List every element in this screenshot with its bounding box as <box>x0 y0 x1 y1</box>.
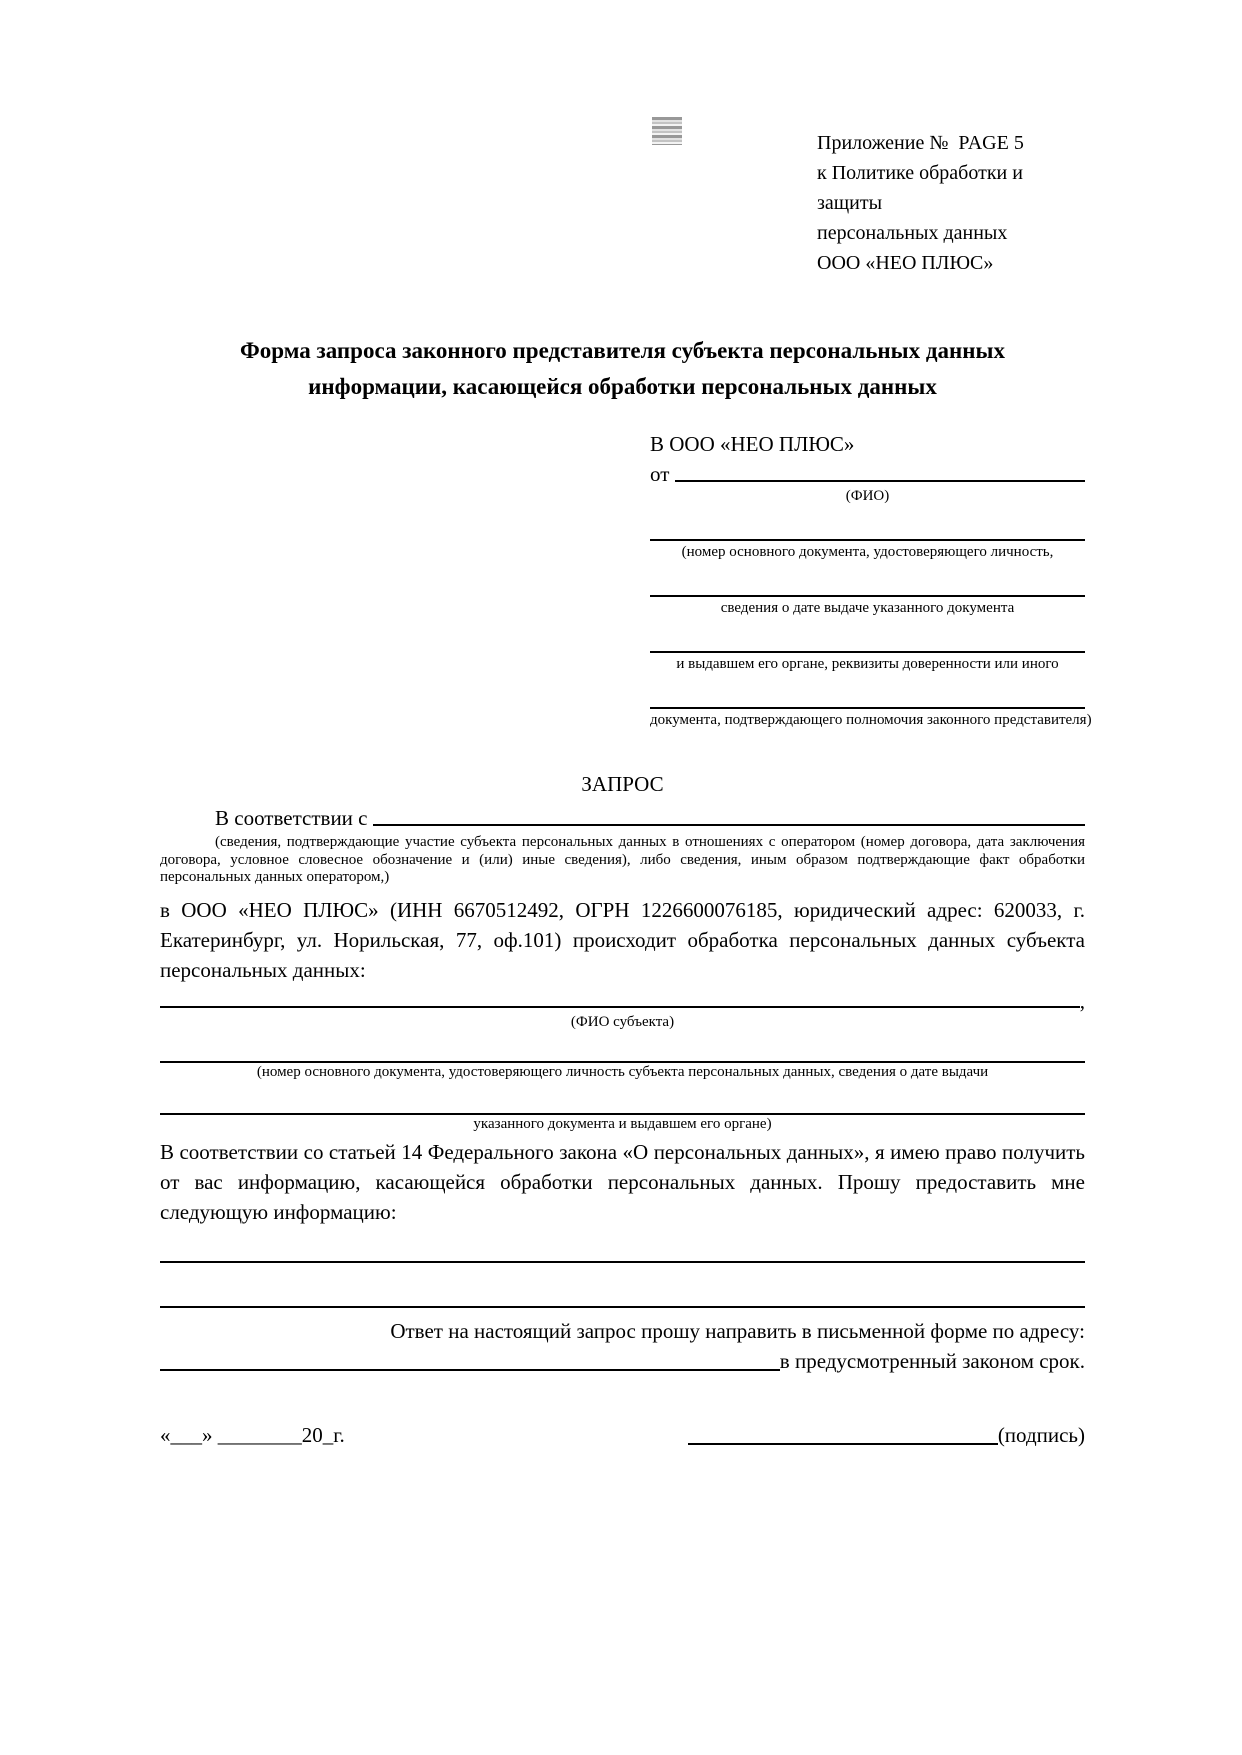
fio-caption: (ФИО) <box>845 488 890 504</box>
issue-date-caption: сведения о дате выдаче указанного документа <box>720 600 1015 616</box>
information-blank-line-2[interactable] <box>160 1263 1085 1308</box>
embedded-object-icon <box>652 117 682 145</box>
authority-document-field-line[interactable] <box>650 677 1085 709</box>
subject-fio-caption: (ФИО субъекта) <box>570 1013 675 1030</box>
signature-field-line[interactable] <box>688 1420 998 1445</box>
subject-document-field-line[interactable] <box>160 1035 1085 1063</box>
form-title-line2: информации, касающейся обработки персональных данных <box>308 374 937 399</box>
appendix-note <box>817 0 1085 278</box>
appendix-line: Приложение № PAGE 5 <box>817 132 1024 154</box>
form-title <box>160 333 1085 405</box>
operator-paragraph: в ООО «НЕО ПЛЮС» (ИНН 6670512492, ОГРН 1226600076185, юридический адрес: 620033, г. Екатеринбург, ул. Норильская, 77, оф.101) происходит обработка персональных данных субъекта персональных данных: <box>160 897 1085 982</box>
date-field[interactable]: «___» ________20_г. <box>160 1422 345 1447</box>
subject-document-caption: (номер основного документа, удостоверяющего личность субъекта персональных данных, сведения о дате выдачи <box>256 1063 989 1080</box>
from-label: от <box>650 462 670 486</box>
form-title-line1: Форма запроса законного представителя субъекта персональных данных <box>240 338 1005 363</box>
subject-fio-field-line[interactable] <box>160 989 1080 1008</box>
signature-caption: (подпись) <box>997 1422 1085 1447</box>
document-number-field-line[interactable] <box>650 509 1085 541</box>
issuing-authority-field-line[interactable] <box>650 621 1085 653</box>
subject-authority-caption: указанного документа и выдавшем его органе) <box>473 1115 772 1132</box>
document-number-caption: (номер основного документа, удостоверяющего личность, <box>681 544 1054 560</box>
subject-authority-field-line[interactable] <box>160 1085 1085 1115</box>
authority-document-caption: документа, подтверждающего полномочия законного представителя) <box>650 712 1092 728</box>
addressee-to: В ООО «НЕО ПЛЮС» <box>650 432 855 456</box>
fineprint-note: (сведения, подтверждающие участие субъекта персональных данных в отношениях с оператором (номер договора, дата заключения договора, условное словесное обозначение и (или) иные сведения), либо сведения, иным образом подтверждающие факт обработки персональных данных оператором,) <box>160 834 1085 885</box>
answer-instruction: Ответ на настоящий запрос прошу направить в письменной форме по адресу: <box>390 1318 1085 1343</box>
appendix-line: ООО «НЕО ПЛЮС» <box>817 252 994 274</box>
fio-field-line[interactable] <box>675 461 1085 482</box>
request-heading: ЗАПРОС <box>581 772 664 796</box>
address-field-line[interactable] <box>160 1346 780 1371</box>
issue-date-field-line[interactable] <box>650 565 1085 597</box>
accordance-field-line[interactable] <box>373 805 1085 826</box>
information-blank-line-1[interactable] <box>160 1227 1085 1263</box>
issuing-authority-caption: и выдавшем его органе, реквизиты доверенности или иного <box>676 656 1059 672</box>
law-paragraph: В соответствии со статьей 14 Федерального закона «О персональных данных», я имею право получить от вас информацию, касающейся обработки персональных данных. Прошу предоставить мне следующую информацию: <box>160 1139 1085 1224</box>
subject-comma: , <box>1079 988 1085 1013</box>
appendix-line: персональных данных <box>817 222 1008 244</box>
appendix-line: к Политике обработки и защиты <box>817 162 1028 214</box>
signature-row <box>160 1420 1085 1450</box>
accordance-label: В соответствии с <box>215 806 368 830</box>
addressee-block <box>650 431 1092 729</box>
deadline-text: в предусмотренный законом срок. <box>779 1348 1085 1373</box>
